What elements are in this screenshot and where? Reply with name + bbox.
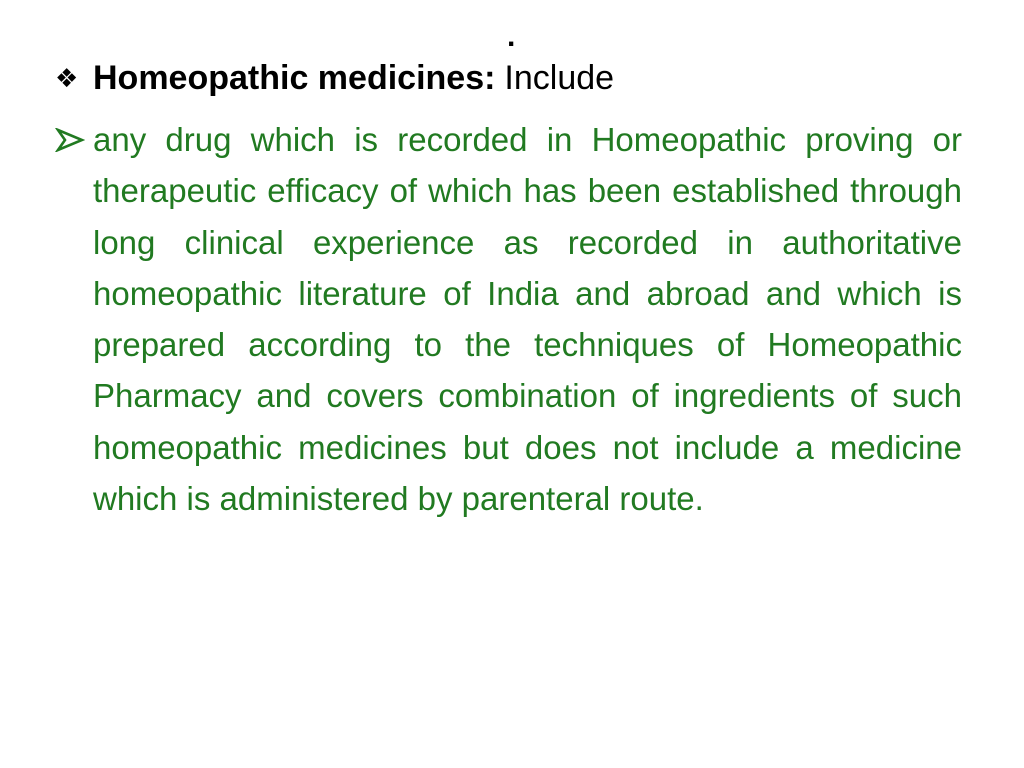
slide-heading xyxy=(55,56,614,100)
diamond-cluster-icon: ❖ xyxy=(55,63,79,93)
definition-text: any drug which is recorded in Homeopathic proving or therapeutic efficacy of which has been established through long clinical experience as recorded in authoritative homeopathic literature of India and abroad and which is prepared according to the techniques of Homeopathic Pharmacy and covers combination of ingredients of such homeopathic medicines but does not include a medicine which is administered by parenteral route. xyxy=(93,121,962,518)
heading-include: Include xyxy=(504,59,615,97)
arrow-right-icon xyxy=(55,128,85,152)
definition-item xyxy=(55,114,965,524)
heading-term: Homeopathic medicines: xyxy=(93,59,496,97)
stray-dot: . xyxy=(507,20,516,53)
